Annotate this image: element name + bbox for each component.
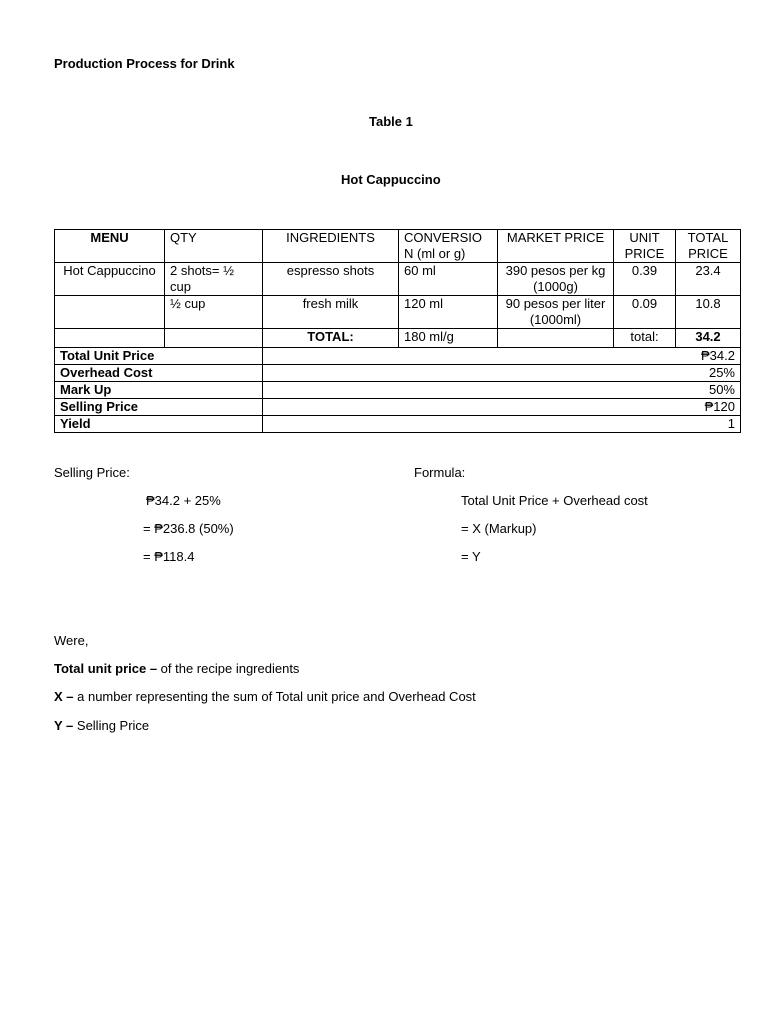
cell-unit-price: 0.39: [614, 263, 676, 296]
header-total-price: TOTAL PRICE: [676, 230, 741, 263]
header-menu: MENU: [55, 230, 165, 263]
summary-value: 1: [263, 416, 741, 433]
definition-line: [54, 689, 476, 705]
definition-desc: a number representing the sum of Total unit price and Overhead Cost: [73, 689, 476, 704]
summary-row: [55, 399, 741, 416]
definition-term: Y –: [54, 718, 74, 733]
document-heading: Production Process for Drink: [54, 56, 235, 71]
costing-table: [54, 229, 741, 433]
definition-term: Total unit price –: [54, 661, 158, 676]
calc-right-line: = Y: [461, 549, 481, 564]
cell-conversion: 60 ml: [399, 263, 498, 296]
summary-label: Mark Up: [55, 382, 263, 399]
definition-desc: Selling Price: [73, 718, 150, 733]
empty-cell: [165, 329, 263, 348]
calc-right-line: = X (Markup): [461, 521, 537, 536]
cell-qty: 2 shots= ½ cup: [165, 263, 263, 296]
calc-left-line: = ₱118.4: [143, 549, 195, 564]
summary-row: [55, 348, 741, 365]
cell-total-price: 23.4: [676, 263, 741, 296]
summary-value: 25%: [263, 365, 741, 382]
calc-right-line: Total Unit Price + Overhead cost: [461, 493, 648, 508]
notes-intro: Were,: [54, 633, 89, 648]
summary-value: ₱34.2: [263, 348, 741, 365]
total-conversion: 180 ml/g: [399, 329, 498, 348]
header-unit-price: UNIT PRICE: [614, 230, 676, 263]
summary-row: [55, 416, 741, 433]
cell-menu: [55, 296, 165, 329]
total-unit-label: total:: [614, 329, 676, 348]
header-qty: QTY: [165, 230, 263, 263]
definition-line: [54, 661, 299, 677]
table-label: Table 1: [369, 114, 413, 129]
summary-value: 50%: [263, 382, 741, 399]
definition-line: [54, 718, 149, 734]
cell-total-price: 10.8: [676, 296, 741, 329]
definition-desc: of the recipe ingredients: [157, 661, 300, 676]
cell-qty: ½ cup: [165, 296, 263, 329]
summary-label: Selling Price: [55, 399, 263, 416]
calc-left-title: Selling Price:: [54, 465, 130, 480]
header-conversion: CONVERSIO N (ml or g): [399, 230, 498, 263]
summary-row: [55, 365, 741, 382]
summary-label: Total Unit Price: [55, 348, 263, 365]
header-market-price: MARKET PRICE: [498, 230, 614, 263]
total-label: TOTAL:: [263, 329, 399, 348]
cell-market-price: 390 pesos per kg (1000g): [498, 263, 614, 296]
table-row: [55, 263, 741, 296]
cell-unit-price: 0.09: [614, 296, 676, 329]
empty-cell: [55, 329, 165, 348]
summary-value: ₱120: [263, 399, 741, 416]
cell-ingredient: espresso shots: [263, 263, 399, 296]
table-subtitle: Hot Cappuccino: [341, 172, 441, 187]
calc-left-line: ₱34.2 + 25%: [146, 493, 221, 508]
table-row: [55, 296, 741, 329]
summary-label: Yield: [55, 416, 263, 433]
cell-conversion: 120 ml: [399, 296, 498, 329]
empty-cell: [498, 329, 614, 348]
table-total-row: [55, 329, 741, 348]
cell-menu: Hot Cappuccino: [55, 263, 165, 296]
header-ingredients: INGREDIENTS: [263, 230, 399, 263]
cell-market-price: 90 pesos per liter (1000ml): [498, 296, 614, 329]
summary-row: [55, 382, 741, 399]
cell-ingredient: fresh milk: [263, 296, 399, 329]
total-value: 34.2: [676, 329, 741, 348]
summary-label: Overhead Cost: [55, 365, 263, 382]
table-header-row: [55, 230, 741, 263]
calc-right-title: Formula:: [414, 465, 466, 480]
calc-left-line: = ₱236.8 (50%): [143, 521, 234, 536]
definition-term: X –: [54, 689, 74, 704]
